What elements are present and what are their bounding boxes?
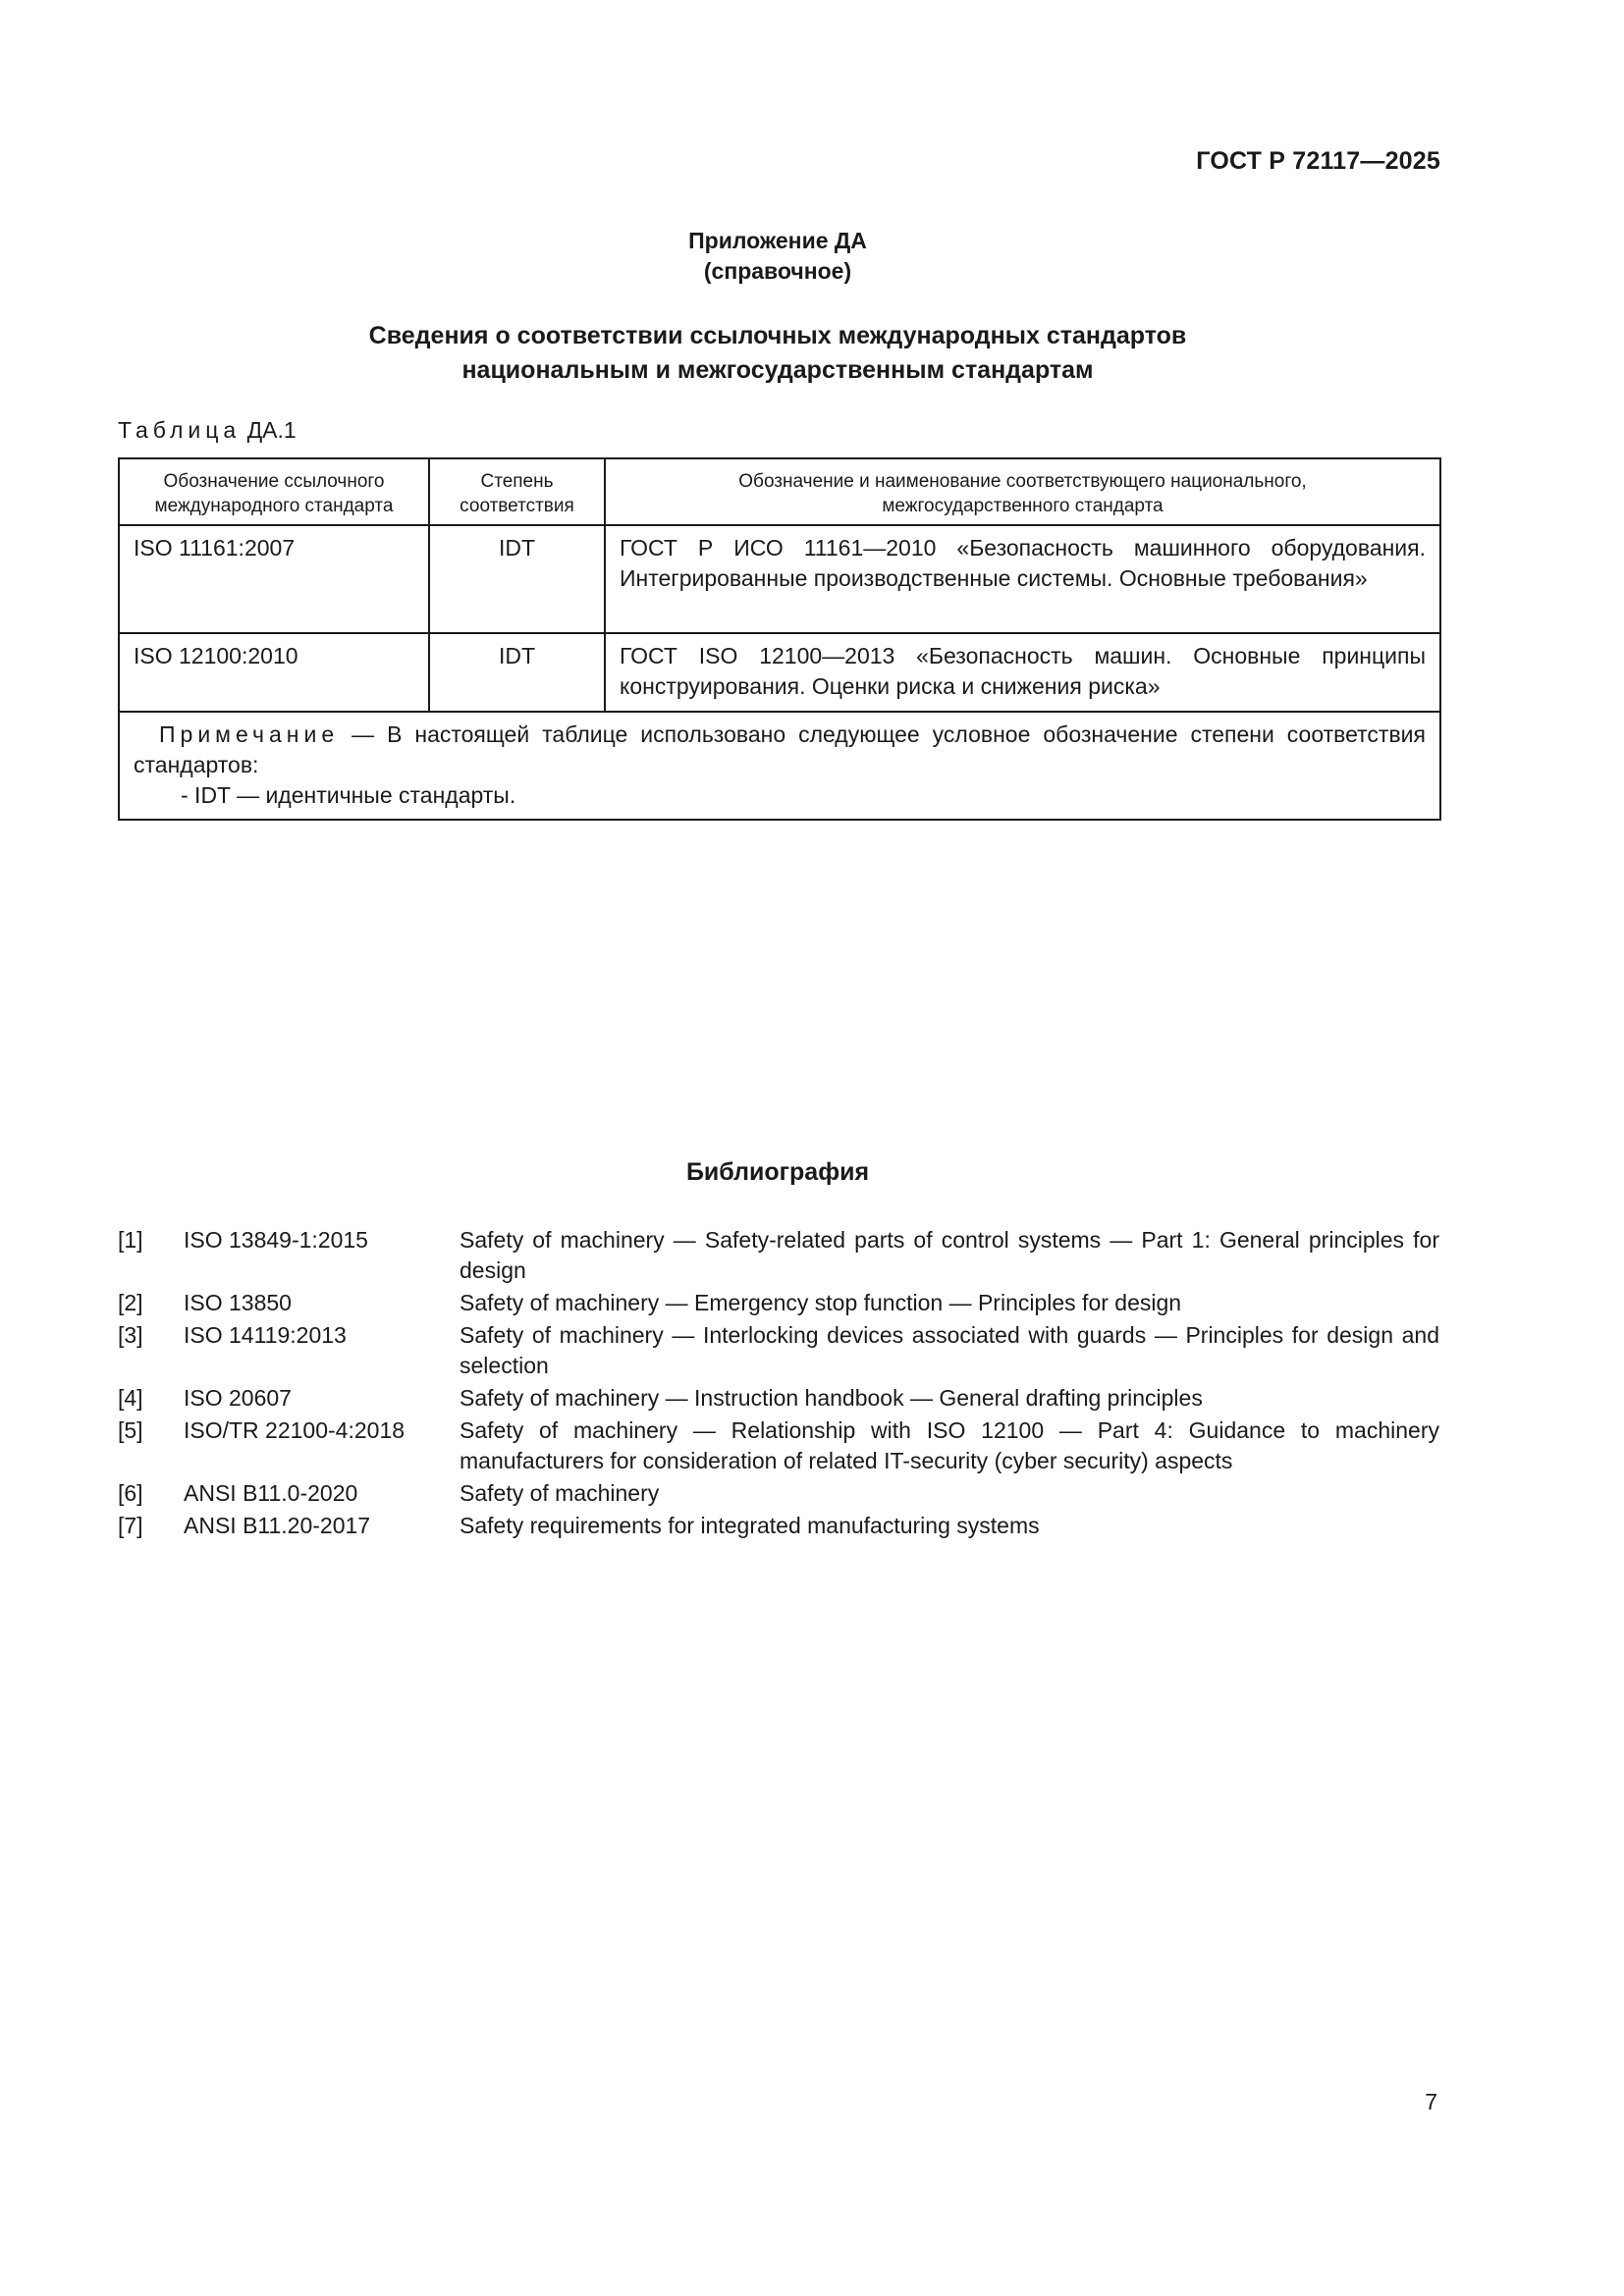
bib-number: [3]: [118, 1322, 143, 1348]
header-reference-standard: Обозначение ссылочного международного стандарта: [119, 458, 429, 525]
bib-number: [4]: [118, 1385, 143, 1411]
bib-number: [1]: [118, 1227, 143, 1253]
note-label: Примечание: [159, 721, 340, 747]
annex-subtitle: (справочное): [703, 258, 852, 284]
table-caption: [118, 417, 297, 444]
correspondence-table: [118, 457, 1441, 821]
table-note-row: [119, 712, 1440, 820]
bib-title: Safety of machinery — Interlocking devices associated with guards — Principles for design and selection: [460, 1322, 1439, 1378]
bib-code: ISO/TR 22100-4:2018: [184, 1417, 406, 1443]
annex-heading: [0, 226, 1555, 287]
list-item: [118, 1511, 1439, 1541]
bib-number: [5]: [118, 1417, 143, 1443]
document-code: ГОСТ Р 72117—2025: [1196, 147, 1440, 175]
bib-title: Safety of machinery: [460, 1480, 660, 1506]
bib-code: ISO 14119:2013: [184, 1322, 347, 1348]
row-reference: ISO 11161:2007: [119, 525, 429, 633]
bibliography-title: Библиография: [685, 1158, 870, 1186]
list-item: [118, 1320, 1439, 1381]
list-item: [118, 1415, 1439, 1476]
table-note: [119, 712, 1440, 820]
row-degree: IDT: [429, 525, 605, 633]
section-heading: [0, 319, 1555, 388]
note-text: — В настоящей таблице использовано следующее условное обозначение степени соответствия стандартов:: [134, 721, 1426, 777]
page-number: 7: [1425, 2089, 1437, 2114]
bib-title: Safety of machinery — Emergency stop function — Principles for design: [460, 1290, 1182, 1315]
bib-title: Safety of machinery — Relationship with ISO 12100 — Part 4: Guidance to machinery manufacturers for consideration of related IT-security (cyber security) aspects: [460, 1417, 1439, 1473]
list-item: [118, 1225, 1439, 1286]
table-row: [119, 633, 1440, 712]
bib-code: ANSI B11.20-2017: [184, 1513, 371, 1538]
table-header-row: [119, 458, 1440, 525]
bibliography-list: [118, 1225, 1439, 1543]
row-degree: IDT: [429, 633, 605, 712]
list-item: [118, 1383, 1439, 1414]
bib-title: Safety of machinery — Instruction handbook — General drafting principles: [460, 1385, 1203, 1411]
row-national-standard: ГОСТ ISO 12100—2013 «Безопасность машин. Основные принципы конструирования. Оценки риска и снижения риска»: [605, 633, 1440, 712]
row-reference: ISO 12100:2010: [119, 633, 429, 712]
annex-title: Приложение ДА: [688, 228, 867, 253]
section-title-line-2: национальным и межгосударственным стандартам: [461, 356, 1094, 384]
bib-number: [7]: [118, 1513, 143, 1538]
bib-code: ISO 20607: [184, 1385, 292, 1411]
list-item: [118, 1288, 1439, 1318]
bib-code: ISO 13849-1:2015: [184, 1227, 368, 1253]
bib-code: ISO 13850: [184, 1290, 292, 1315]
bib-title: Safety requirements for integrated manufacturing systems: [460, 1513, 1040, 1538]
bib-number: [2]: [118, 1290, 143, 1315]
table-row: [119, 525, 1440, 633]
bib-code: ANSI B11.0-2020: [184, 1480, 358, 1506]
table-caption-word: Таблица: [118, 417, 242, 443]
section-title-line-1: Сведения о соответствии ссылочных международных стандартов: [368, 322, 1187, 349]
row-national-standard: ГОСТ Р ИСО 11161—2010 «Безопасность машинного оборудования. Интегрированные производственные системы. Основные требования»: [605, 525, 1440, 633]
list-item: [118, 1478, 1439, 1509]
bib-number: [6]: [118, 1480, 143, 1506]
header-national-standard: Обозначение и наименование соответствующего национального, межгосударственного стандарта: [605, 458, 1440, 525]
bib-title: Safety of machinery — Safety-related parts of control systems — Part 1: General principles for design: [460, 1227, 1439, 1283]
table-caption-number: ДА.1: [246, 417, 297, 443]
note-item: - IDT — идентичные стандарты.: [181, 782, 516, 808]
header-degree-of-correspondence: Степень соответствия: [429, 458, 605, 525]
